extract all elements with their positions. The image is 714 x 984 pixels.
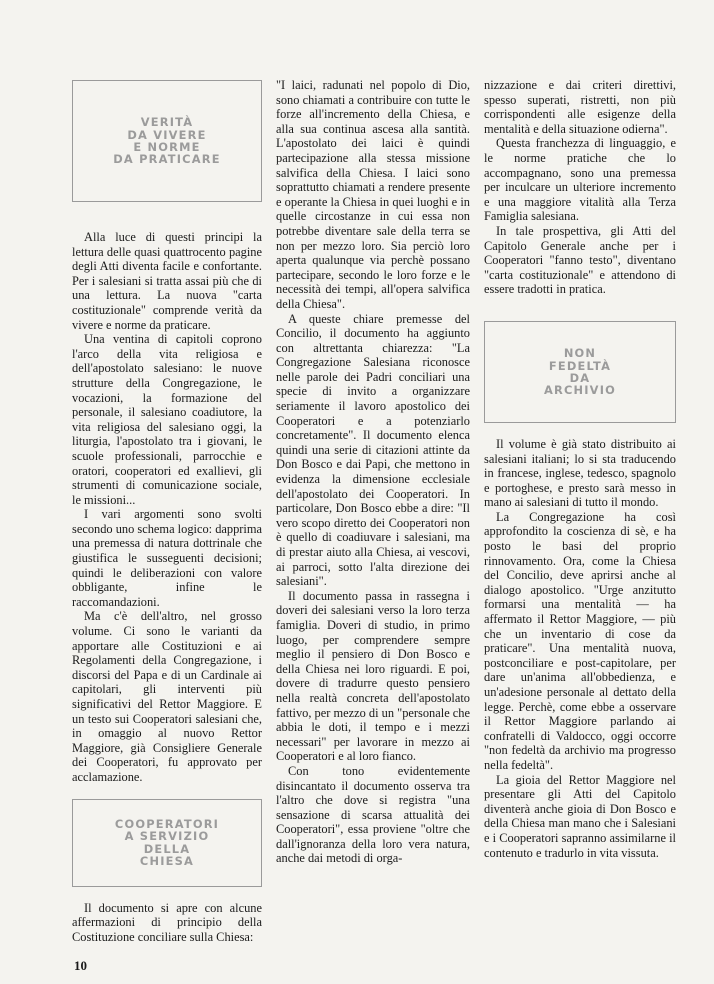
- paragraph: Ma c'è dell'altro, nel grosso volume. Ci sono le varianti da apportare alle Costituzioni e ai Regolamenti della Congregazione, i discorsi del Papa e di un Cardinale ai capitolari, gli interventi più significativi del Rettor Maggiore. E un testo sui Cooperatori salesiani che, in omaggio al nuovo Rettor Maggiore, già Consigliere Generale dei Cooperatori, fu approvato per acclamazione.: [72, 609, 262, 784]
- column-3: [484, 78, 676, 860]
- section-heading-box: [72, 80, 262, 202]
- section-heading-box: [484, 321, 676, 423]
- paragraph: Il documento si apre con alcune affermazioni di principio della Costituzione conciliare sulla Chiesa:: [72, 900, 262, 944]
- paragraph: Alla luce di questi principi la lettura delle quasi quattrocento pagine degli Atti diventa facile e confortante. Per i salesiani si tratta assai più che di una lettura. La nuova "carta costituzionale" comprende verità da vivere e norme da praticare.: [72, 230, 262, 332]
- section-heading-verita: VERITÀ DA VIVERE E NORME DA PRATICARE: [113, 115, 221, 167]
- paragraph: Il volume è già stato distribuito ai salesiani italiani; lo si sta traducendo in francese, inglese, tedesco, spagnolo e portoghese, e presto sarà messo in mano ai salesiani di tutto il mondo.: [484, 436, 676, 510]
- paragraph: nizzazione e dai criteri direttivi, spesso superati, ristretti, non più corrispondenti alle esigenze della mentalità e della situazione odierna".: [484, 78, 676, 136]
- paragraph: La gioia del Rettor Maggiore nel presentare gli Atti del Capitolo diventerà anche gioia di Don Bosco e della Chiesa man mano che i Salesiani e i Cooperatori sapranno assimilarne il contenuto e tradurlo in vita vissuta.: [484, 772, 676, 860]
- section-heading-cooperatori: COOPERATORI A SERVIZIO DELLA CHIESA: [114, 816, 220, 868]
- page-number: 10: [74, 958, 87, 973]
- column-1: [72, 78, 262, 944]
- paragraph: I vari argomenti sono svolti secondo uno schema logico: dapprima una premessa di natura dottrinale che giustifica le susseguenti decisioni; quindi le deliberazioni con valore obbligante, infine le raccomandazioni.: [72, 507, 262, 609]
- paragraph: Il documento passa in rassegna i doveri dei salesiani verso la loro terza famiglia. Doveri di studio, in primo luogo, per comprendere sempre meglio il pensiero di Don Bosco e della Chiesa nei loro riguardi. E poi, dovere di tradurre questo pensiero nella realtà concreta dell'apostolato fattivo, per mezzo di un "personale che abbia le doti, il tempo e i mezzi necessari" per lavorare in mezzo ai Cooperatori e al loro fianco.: [276, 588, 470, 764]
- paragraph: Una ventina di capitoli coprono l'arco della vita religiosa e dell'apostolato salesiano: le nuove strutture della Congregazione, le vocazioni, la formazione del personale, il salesiano coadiutore, la vita religiosa del salesiano oggi, la liturgia, l'apostolato tra i giovani, le scuole professionali, parrocchie e oratori, cooperatori ed exallievi, gli strumenti di comunicazione sociale, le missioni...: [72, 332, 262, 507]
- paragraph: In tale prospettiva, gli Atti del Capitolo Generale anche per i Cooperatori "fanno testo", diventano "carta costituzionale" e attendono di essere tradotti in pratica.: [484, 223, 676, 297]
- paragraph: "I laici, radunati nel popolo di Dio, sono chiamati a contribuire con tutte le forze all'incremento della Chiesa, e alla sua continua ascesa alla santità. L'apostolato dei laici è quindi partecipazione alla stessa missione salvifica della Chiesa. I laici sono soprattutto chiamati a rendere presente e operante la Chiesa in quei luoghi e in quelle circostanze in cui essa non potrebbe diventare sale della terra se non per mezzo loro. Sia perciò loro aperta qualunque via perchè possano partecipare, secondo le loro forze e le necessità dei tempi, all'opera salvifica della Chiesa".: [276, 78, 470, 311]
- column-2: [276, 78, 470, 866]
- paragraph: La Congregazione ha così approfondito la coscienza di sè, e ha posto le basi del proprio rinnovamento. Ora, come la Chiesa del Concilio, deve aprirsi anche al dialogo apostolico. "Urge anzitutto formarsi una mentalità — ha affermato il Rettor Maggiore, — più che un inventario di cose da praticare". Una mentalità nuova, postconciliare e post-capitolare, per dare un'anima all'obbedienza, e un'adesione personale al dettato della legge. Perchè, come ebbe a osservare il Rettor Maggiore parlando ai confratelli di Valdocco, oggi occorre "non fedeltà da archivio ma progresso nella fedeltà".: [484, 509, 676, 772]
- section-heading-non-fedelta: NON FEDELTÀ DA ARCHIVIO: [543, 346, 617, 398]
- paragraph: A queste chiare premesse del Concilio, il documento ha aggiunto con altrettanta chiarezza: "La Congregazione Salesiana riconosce nelle parole dei Padri conciliari una specie di invito a organizzare seriamente il lavoro apostolico dei Cooperatori e a potenziarlo concretamente". Il documento elenca quindi una serie di citazioni attinte da Don Bosco e dai Papi, che mettono in evidenza la dimensione ecclesiale dell'apostolato dei Cooperatori. In particolare, Don Bosco ebbe a dire: "Il vero scopo diretto dei Cooperatori non è quello di coadiuvare i salesiani, ma di prestar aiuto alla Chiesa, ai vescovi, ai parroci, sotto l'alta direzione dei salesiani".: [276, 311, 470, 589]
- paragraph: Con tono evidentemente disincantato il documento osserva tra l'altro che dove si registra "una sensazione di scarsa attualità dei Cooperatori", essa proviene "oltre che dall'ignoranza della loro vera natura, anche dai metodi di orga-: [276, 763, 470, 866]
- section-heading-box: [72, 799, 262, 887]
- paragraph: Questa franchezza di linguaggio, e le norme pratiche che lo accompagnano, sono una premessa per inculcare un ulteriore incremento e una maggiore vitalità alla Terza Famiglia salesiana.: [484, 136, 676, 224]
